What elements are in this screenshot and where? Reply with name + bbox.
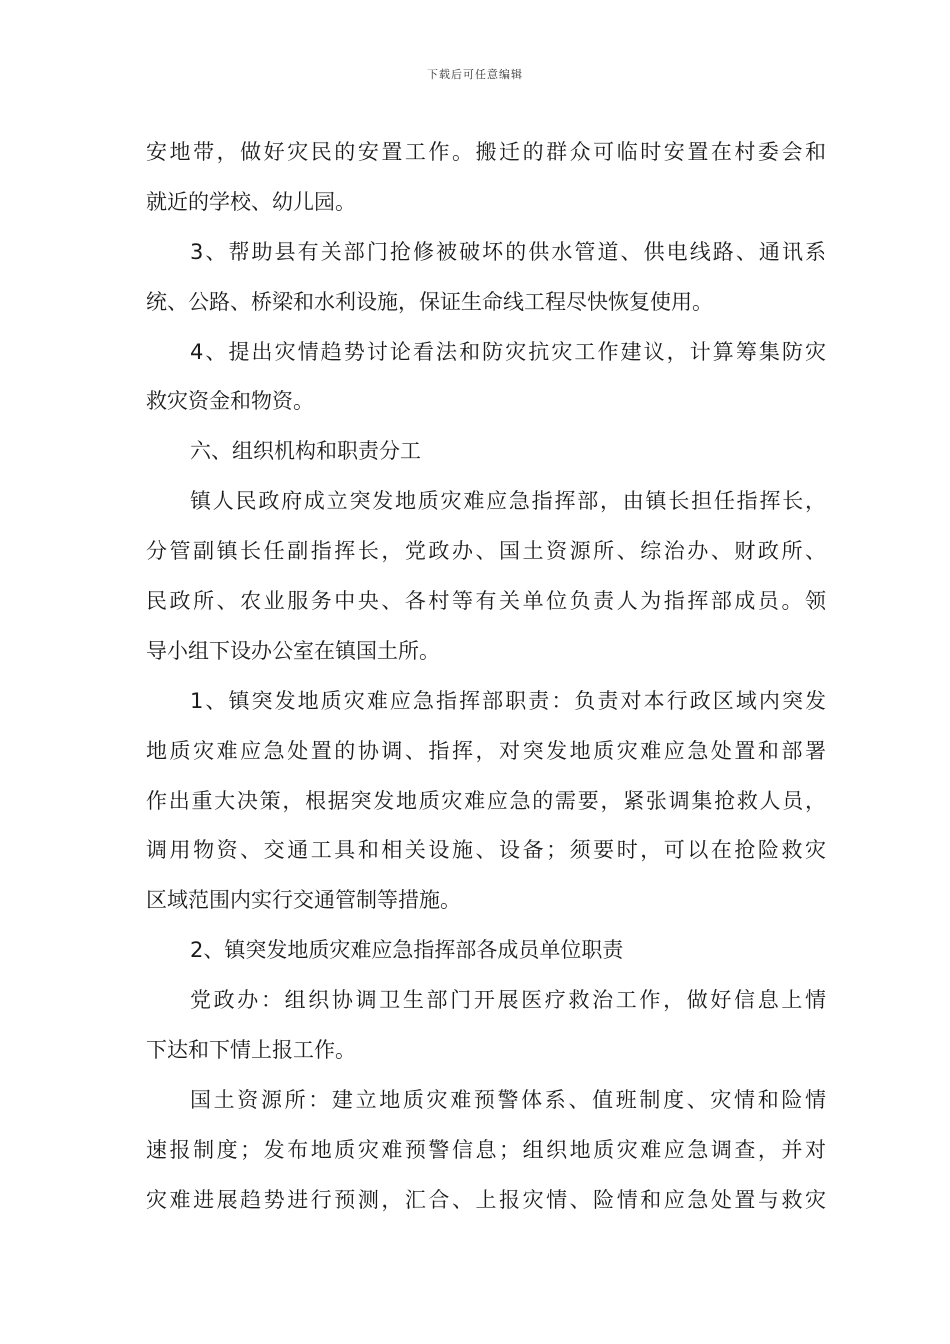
paragraph-line: 作出重大决策，根据突发地质灾难应急的需要，紧张调集抢救人员， xyxy=(146,788,826,813)
paragraph-line: 就近的学校、幼儿园。 xyxy=(146,189,356,214)
paragraph-line: 分管副镇长任副指挥长，党政办、国土资源所、综治办、财政所、 xyxy=(146,539,826,564)
paragraph-line: 2、镇突发地质灾难应急指挥部各成员单位职责 xyxy=(190,938,624,963)
paragraph-line: 民政所、农业服务中央、各村等有关单位负责人为指挥部成员。领 xyxy=(146,589,826,614)
paragraph-line: 导小组下设办公室在镇国土所。 xyxy=(146,638,440,663)
paragraph-line: 统、公路、桥梁和水利设施，保证生命线工程尽快恢复使用。 xyxy=(146,289,713,314)
section-heading: 六、组织机构和职责分工 xyxy=(190,439,421,464)
paragraph-line: 4、提出灾情趋势讨论看法和防灾抗灾工作建议，计算筹集防灾 xyxy=(190,339,826,364)
paragraph-line: 地质灾难应急处置的协调、指挥，对突发地质灾难应急处置和部署 xyxy=(146,738,826,763)
paragraph-line: 速报制度；发布地质灾难预警信息；组织地质灾难应急调查，并对 xyxy=(146,1137,826,1162)
paragraph-line: 救灾资金和物资。 xyxy=(146,389,314,414)
paragraph-line: 下达和下情上报工作。 xyxy=(146,1038,356,1063)
paragraph-line: 区域范围内实行交通管制等措施。 xyxy=(146,888,461,913)
paragraph-line: 3、帮助县有关部门抢修被破坏的供水管道、供电线路、通讯系 xyxy=(190,239,826,264)
paragraph-line: 党政办：组织协调卫生部门开展医疗救治工作，做好信息上情 xyxy=(190,988,826,1013)
page-header-note: 下载后可任意编辑 xyxy=(427,68,523,81)
paragraph-line: 镇人民政府成立突发地质灾难应急指挥部，由镇长担任指挥长， xyxy=(190,489,826,514)
document-body xyxy=(146,128,826,1226)
paragraph-line: 调用物资、交通工具和相关设施、设备；须要时，可以在抢险救灾 xyxy=(146,838,826,863)
paragraph-line: 国土资源所：建立地质灾难预警体系、值班制度、灾情和险情 xyxy=(190,1087,826,1112)
paragraph-line: 安地带，做好灾民的安置工作。搬迁的群众可临时安置在村委会和 xyxy=(146,140,826,164)
paragraph-line: 1、镇突发地质灾难应急指挥部职责：负责对本行政区域内突发 xyxy=(190,688,826,713)
paragraph-line: 灾难进展趋势进行预测，汇合、上报灾情、险情和应急处置与救灾 xyxy=(146,1187,826,1212)
